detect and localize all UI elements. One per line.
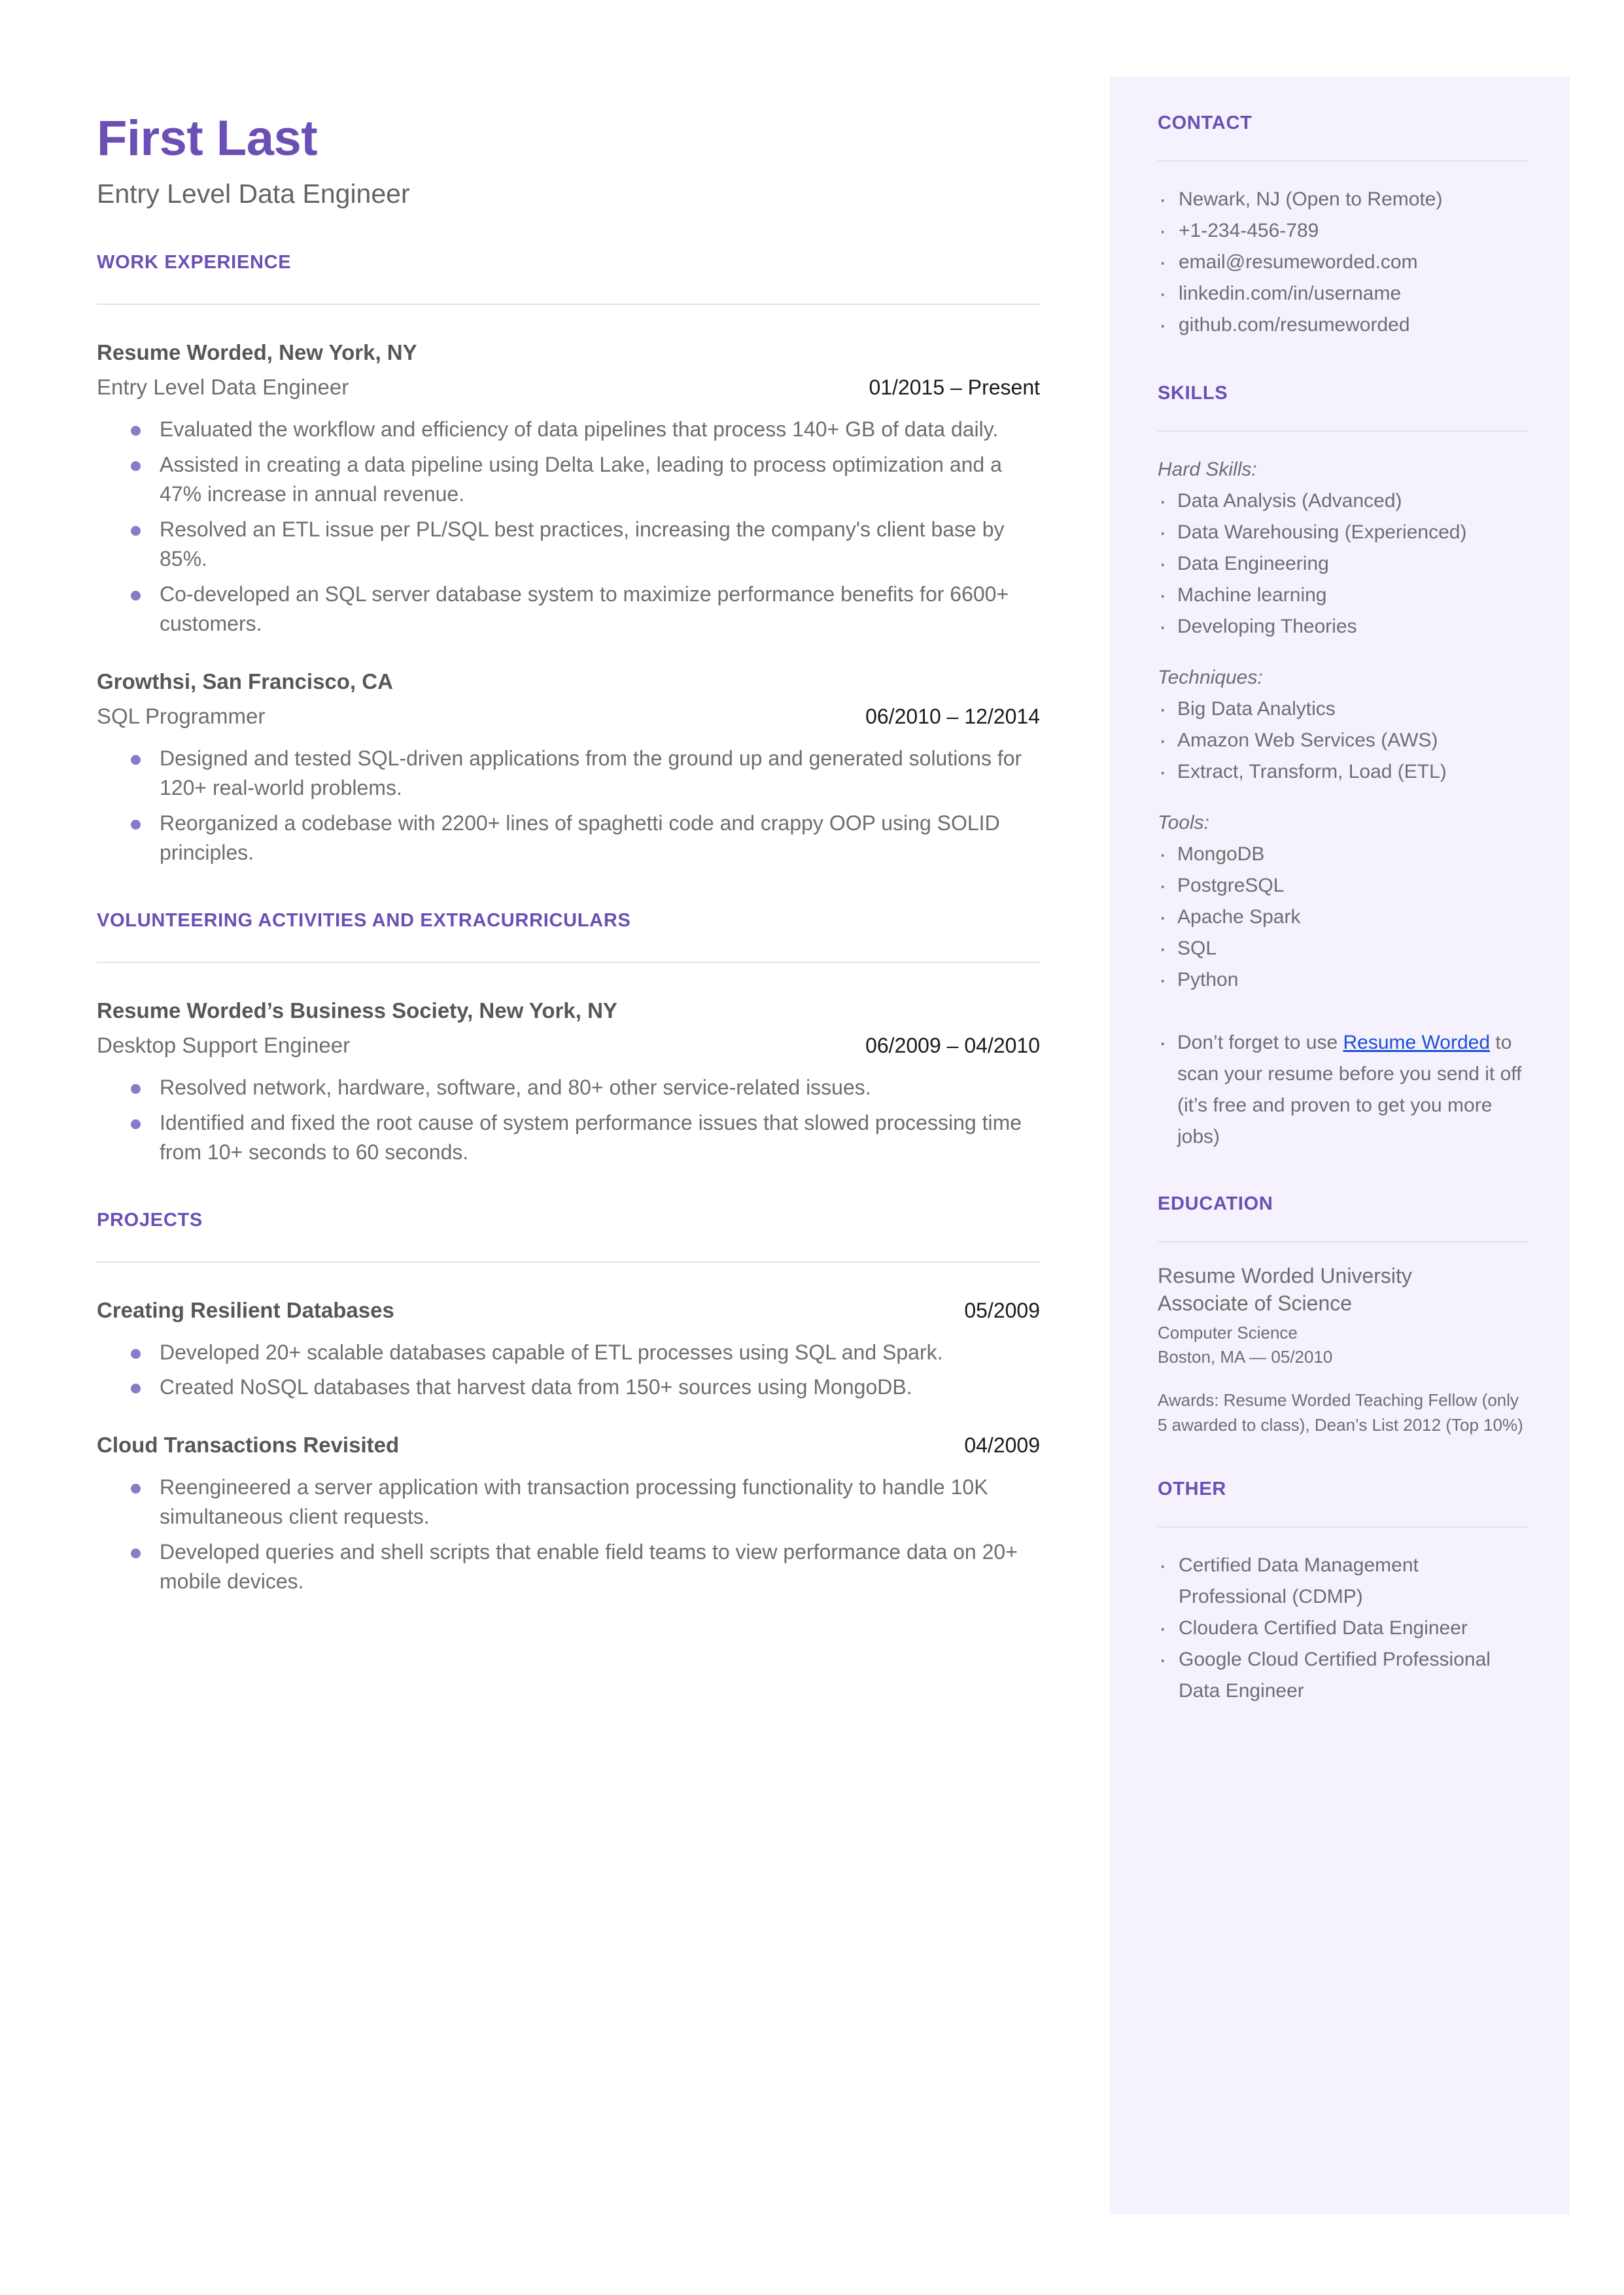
bullet-item: Reengineered a server application with transaction processing functionality to handle 10K simultaneous client requests. <box>97 1473 1040 1532</box>
section-divider <box>1158 1241 1528 1242</box>
section-divider <box>97 1261 1040 1263</box>
skill-item: · Data Warehousing (Experienced) <box>1158 517 1528 548</box>
work-bullets <box>97 744 1040 868</box>
skill-item: · Python <box>1158 964 1528 996</box>
skill-group-hard-skills <box>1158 454 1528 642</box>
skill-group-label: Techniques: <box>1158 667 1263 688</box>
volunteering-bullets <box>97 1073 1040 1167</box>
skill-item: · SQL <box>1158 933 1528 964</box>
main-column <box>97 113 1040 1602</box>
section-title-work-experience: WORK EXPERIENCE <box>97 251 292 273</box>
certification-item: · Certified Data Management Professional (CDMP) <box>1158 1550 1528 1613</box>
bullet-item: Co-developed an SQL server database system to maximize performance benefits for 6600+ customers. <box>97 580 1040 639</box>
bullet-item: Designed and tested SQL-driven applications from the ground up and generated solutions for 120+ real-world problems. <box>97 744 1040 803</box>
promo-note <box>1158 1027 1528 1153</box>
section-other <box>1158 1479 1528 1707</box>
section-title-contact: CONTACT <box>1158 113 1253 133</box>
bullet-item: Resolved network, hardware, software, and 80+ other service-related issues. <box>97 1073 1040 1102</box>
certification-item: · Cloudera Certified Data Engineer <box>1158 1613 1528 1644</box>
section-divider <box>1158 1526 1528 1528</box>
project-date: 04/2009 <box>964 1433 1040 1457</box>
volunteering-org: Resume Worded’s Business Society, New York, NY <box>97 998 617 1023</box>
project-name: Creating Resilient Databases <box>97 1297 394 1322</box>
resume-worded-link[interactable]: Resume Worded <box>1343 1032 1491 1053</box>
section-contact <box>1158 113 1528 341</box>
section-title-other: OTHER <box>1158 1478 1226 1499</box>
education-awards: Awards: Resume Worded Teaching Fellow (only 5 awarded to class), Dean’s List 2012 (Top 10%) <box>1158 1390 1523 1435</box>
education-field: Computer Science <box>1158 1323 1298 1343</box>
section-divider <box>97 304 1040 305</box>
work-role: Entry Level Data Engineer <box>97 375 349 400</box>
contact-github[interactable]: · github.com/resumeworded <box>1158 309 1528 341</box>
volunteering-entry <box>97 997 1040 1168</box>
work-role: SQL Programmer <box>97 703 266 728</box>
bullet-item: Developed queries and shell scripts that enable field teams to view performance data on 20+ mobile devices. <box>97 1537 1040 1597</box>
education-location-date: Boston, MA — 05/2010 <box>1158 1346 1333 1367</box>
work-org: Growthsi, San Francisco, CA <box>97 669 393 693</box>
work-role-row <box>97 374 1040 400</box>
project-date: 05/2009 <box>964 1298 1040 1322</box>
skill-item: · Amazon Web Services (AWS) <box>1158 725 1528 756</box>
contact-list <box>1158 184 1528 341</box>
project-bullets <box>97 1473 1040 1597</box>
skill-item: · PostgreSQL <box>1158 870 1528 902</box>
work-role-row <box>97 703 1040 729</box>
certification-item: · Google Cloud Certified Professional Data Engineer <box>1158 1644 1528 1707</box>
skill-list <box>1158 693 1528 788</box>
contact-email[interactable]: · email@resumeworded.com <box>1158 247 1528 278</box>
bullet-item: Developed 20+ scalable databases capable of ETL processes using SQL and Spark. <box>97 1338 1040 1367</box>
section-projects <box>97 1210 1040 1597</box>
promo-text-after: to scan your resume before you send it off (it’s free and proven to get you more jobs) <box>1177 1032 1522 1148</box>
skill-group-label: Tools: <box>1158 812 1209 833</box>
contact-linkedin[interactable]: · linkedin.com/in/username <box>1158 278 1528 309</box>
skill-group-label: Hard Skills: <box>1158 459 1257 480</box>
skill-list <box>1158 485 1528 642</box>
work-entry <box>97 339 1040 639</box>
contact-phone: · +1-234-456-789 <box>1158 215 1528 247</box>
section-skills <box>1158 383 1528 1153</box>
section-title-projects: PROJECTS <box>97 1209 203 1231</box>
sidebar-column <box>1158 113 1528 1707</box>
section-title-education: EDUCATION <box>1158 1193 1273 1214</box>
skill-item: · Machine learning <box>1158 580 1528 611</box>
section-title-skills: SKILLS <box>1158 383 1228 404</box>
work-org: Resume Worded, New York, NY <box>97 340 417 364</box>
volunteering-role: Desktop Support Engineer <box>97 1033 351 1058</box>
volunteering-role-row <box>97 1032 1040 1059</box>
bullet-item: Resolved an ETL issue per PL/SQL best practices, increasing the company's client base by 85%. <box>97 515 1040 574</box>
bullet-item: Evaluated the workflow and efficiency of data pipelines that process 140+ GB of data daily. <box>97 415 1040 444</box>
education-degree: Associate of Science <box>1158 1291 1353 1316</box>
contact-location: · Newark, NJ (Open to Remote) <box>1158 184 1528 215</box>
bullet-item: Created NoSQL databases that harvest data from 150+ sources using MongoDB. <box>97 1373 1040 1402</box>
skill-group-tools <box>1158 807 1528 996</box>
skill-item: · Data Engineering <box>1158 548 1528 580</box>
work-bullets <box>97 415 1040 639</box>
section-title-volunteering: VOLUNTEERING ACTIVITIES AND EXTRACURRICULARS <box>97 909 631 931</box>
skill-item: · Big Data Analytics <box>1158 693 1528 725</box>
bullet-item: Assisted in creating a data pipeline using Delta Lake, leading to process optimization and a 47% increase in annual revenue. <box>97 450 1040 510</box>
section-work-experience <box>97 252 1040 868</box>
bullet-item: Reorganized a codebase with 2200+ lines of spaghetti code and crappy OOP using SOLID principles. <box>97 809 1040 868</box>
headline: Entry Level Data Engineer <box>97 178 410 209</box>
project-entry <box>97 1297 1040 1403</box>
work-entry <box>97 668 1040 868</box>
section-education <box>1158 1193 1528 1438</box>
skill-list <box>1158 839 1528 996</box>
education-school: Resume Worded University <box>1158 1264 1412 1288</box>
section-volunteering <box>97 910 1040 1168</box>
skill-item: · Extract, Transform, Load (ETL) <box>1158 756 1528 788</box>
skill-item: · Data Analysis (Advanced) <box>1158 485 1528 517</box>
page-title: First Last <box>97 111 318 166</box>
project-bullets <box>97 1338 1040 1403</box>
skill-item: · MongoDB <box>1158 839 1528 870</box>
project-entry <box>97 1431 1040 1597</box>
project-header-row <box>97 1431 1040 1458</box>
bullet-item: Identified and fixed the root cause of system performance issues that slowed processing time from 10+ seconds to 60 seconds. <box>97 1108 1040 1168</box>
skill-item: · Apache Spark <box>1158 902 1528 933</box>
section-divider <box>97 962 1040 963</box>
volunteering-dates: 06/2009 – 04/2010 <box>865 1034 1040 1058</box>
section-divider <box>1158 160 1528 162</box>
promo-text-before: Don’t forget to use <box>1177 1032 1343 1053</box>
section-divider <box>1158 430 1528 432</box>
work-dates: 01/2015 – Present <box>869 376 1040 400</box>
other-list <box>1158 1550 1528 1707</box>
work-dates: 06/2010 – 12/2014 <box>865 704 1040 728</box>
project-name: Cloud Transactions Revisited <box>97 1432 400 1457</box>
skill-group-techniques <box>1158 662 1528 788</box>
skill-item: · Developing Theories <box>1158 611 1528 642</box>
project-header-row <box>97 1297 1040 1323</box>
